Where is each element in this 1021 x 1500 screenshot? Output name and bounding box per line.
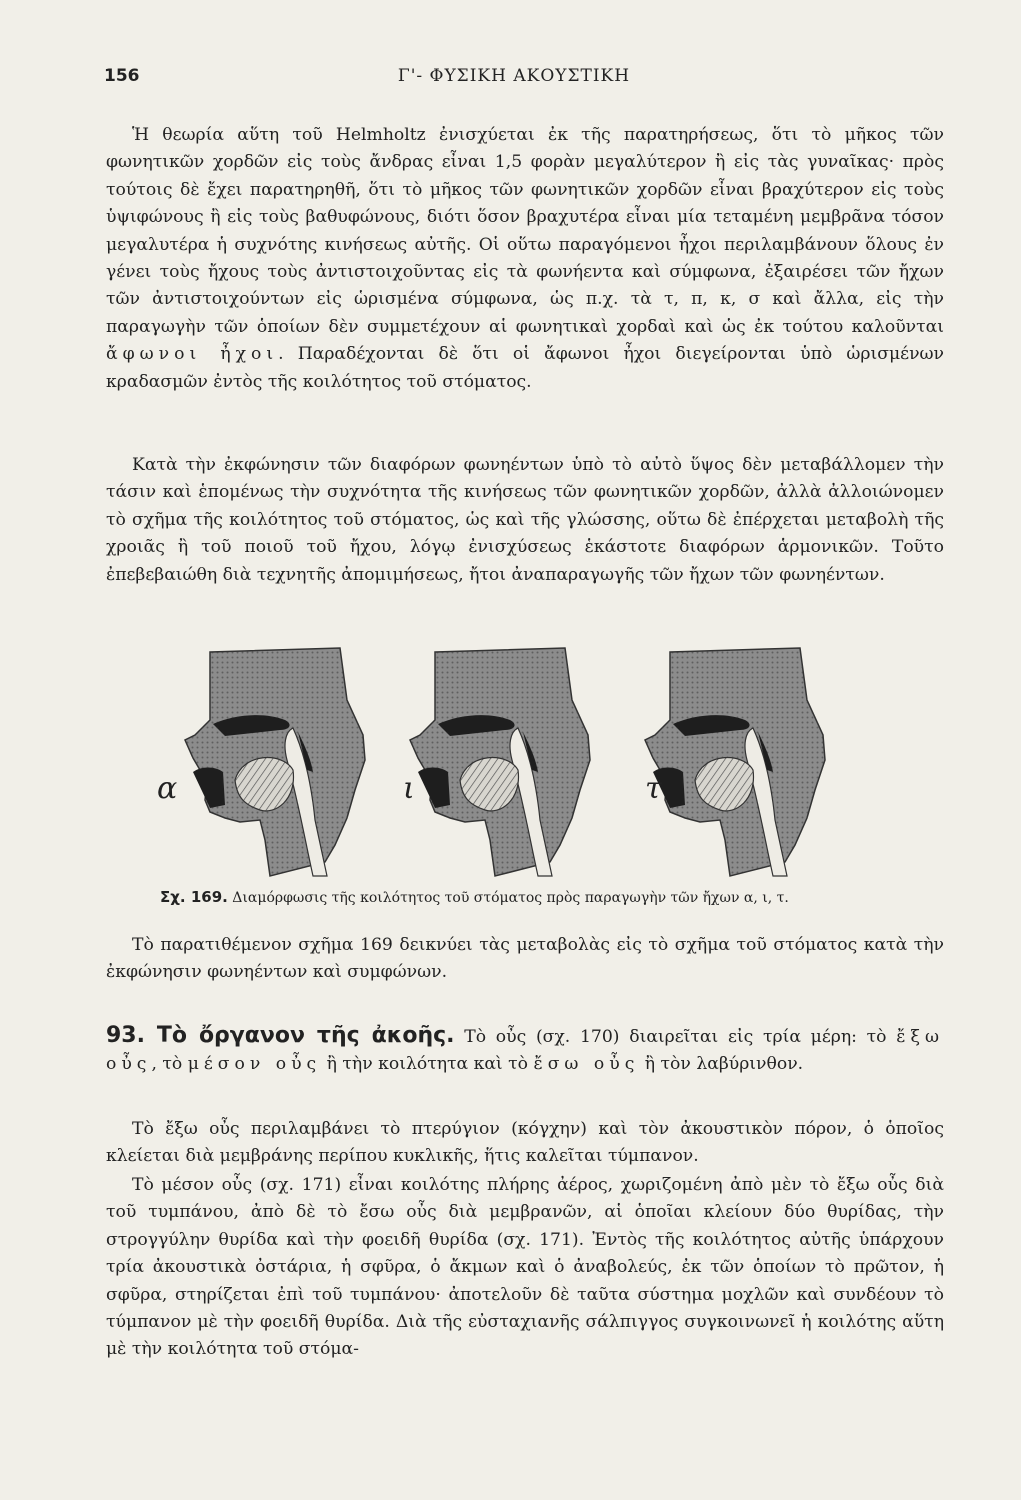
paragraph-text: Ἡ θεωρία αὕτη τοῦ Helmholtz ἐνισχύεται ἐκ τῆς παρατηρήσεως, ὅτι τὸ μῆκος τῶν φωνητικῶν χορδῶν εἰς τοὺς ἄνδρας εἶναι 1,5 φορὰν μεγαλύτερον ἢ εἰς τὰς γυναῖκας· πρὸς τούτοις δὲ ἔχει παρατηρηθῆ, ὅτι τὸ μῆκος τῶν φωνητικῶν χορδῶν εἶναι βραχύτερον εἰς τοὺς ὑψιφώνους ἢ εἰς τοὺς βαθυφώνους, διότι ὅσον βραχυτέρα εἶναι μία τεταμένη μεμβρᾶνα τόσον μεγαλυτέρα ἡ συχνότης κινήσεως αὐτῆς. Οἱ οὕτω παραγόμενοι ἦχοι περιλαμβάνουν ὅλους ἐν γένει τοὺς ἤχους τοὺς ἀντιστοιχοῦντας εἰς τὰ φωνήεντα καὶ σύμφωνα, ἐξαιρέσει τῶν ἤχων τῶν ἀντιστοιχούντων εἰς ὡρισμένα σύμφωνα, ὡς π.χ. τὰ τ, π, κ, σ καὶ ἄλλα, εἰς τὴν παραγωγὴν τῶν ὁποίων δὲν συμμετέχουν αἱ φωνητικαὶ χορδαὶ καὶ ὡς ἐκ τούτου καλοῦνται [106, 125, 944, 337]
section-heading: 93. Τὸ ὄργανον τῆς ἀκοῆς. [106, 1023, 455, 1048]
paragraph-outer-ear: Τὸ ἔξω οὖς περιλαμβάνει τὸ πτερύγιον (κόγχην) καὶ τὸν ἀκουστικὸν πόρον, ὁ ὁποῖος κλείεται διὰ μεμβράνης περίπου κυκλικῆς, ἥτις καλεῖται τύμπανον. [106, 1119, 944, 1167]
paragraph-text: ἢ τὴν κοιλότητα καὶ τὸ [321, 1054, 534, 1075]
emphasis-text: ἄφωνοι ἦχοι [106, 344, 279, 365]
running-title: Γ'- ΦΥΣΙΚΗ ΑΚΟΥΣΤΙΚΗ [397, 66, 631, 86]
paragraph-middle-ear: Τὸ μέσον οὖς (σχ. 171) εἶναι κοιλότης πλήρης ἀέρος, χωριζομένη ἀπὸ μὲν τὸ ἔξω οὖς διὰ τοῦ τυμπάνου, ἀπὸ δὲ τὸ ἔσω οὖς διὰ μεμβρανῶν, αἱ ὁποῖαι κλείουν δύο θυρίδας, τὴν στρογγύλην θυρίδα καὶ τὴν φοειδῆ θυρίδα (σχ. 171). Ἐντὸς τῆς κοιλότητος αὐτῆς ὑπάρχουν τρία ἀκουστικὰ ὀστάρια, ἡ σφῦρα, ὁ ἄκμων καὶ ὁ ἀναβολεύς, ἐκ τῶν ὁποίων τὸ πρῶτον, ἡ σφῦρα, στηρίζεται ἐπὶ τοῦ τυμπάνου· ἀποτελοῦν δὲ ταῦτα σύστημα μοχλῶν καὶ συνδέουν τὸ τύμπανον μὲ τὴν φοειδῆ θυρίδα. Διὰ τῆς εὐσταχιανῆς σάλπιγγος συγκοινωνεῖ ἡ κοιλότης αὕτη μὲ τὴν κοιλότητα τοῦ στόμα- [106, 1175, 944, 1360]
figure-label-a: α [157, 771, 178, 806]
emphasis-text: μέσον οὖς [187, 1054, 322, 1075]
paragraph-text: . Παραδέχονται δὲ ὅτι οἱ ἄφωνοι ἦχοι διεγείρονται ὑπὸ ὡρισμένων κραδασμῶν ἐντὸς τῆς κοιλότητος τοῦ στόματος. [106, 344, 944, 392]
paragraph-vowels: Κατὰ τὴν ἐκφώνησιν τῶν διαφόρων φωνηέντων ὑπὸ τὸ αὐτὸ ὕψος δὲν μεταβάλλομεν τὴν τάσιν καὶ ἑπομένως τὴν συχνότητα τῆς κινήσεως τῶν φωνητικῶν χορδῶν, ἀλλὰ ἀλλοιώνομεν τὸ σχῆμα τῆς κοιλότητος τοῦ στόματος, ὡς καὶ τῆς γλώσσης, οὕτω δὲ ἐπέρχεται μεταβολὴ τῆς χροιᾶς ἢ τοῦ ποιοῦ τοῦ ἤχου, λόγῳ ἐνισχύσεως ἑκάστοτε διαφόρων ἁρμονικῶν. Τοῦτο ἐπεβεβαιώθη διὰ τεχνητῆς ἀπομιμήσεως, ἤτοι ἀναπαραγωγῆς τῶν ἤχων τῶν φωνηέντων. [106, 455, 944, 585]
mouth-diagram-t [645, 648, 825, 876]
mouth-diagram-a [185, 648, 365, 876]
figure-caption [160, 888, 940, 906]
paragraph-helmholtz [106, 122, 944, 396]
paragraph-figure-ref: Τὸ παρατιθέμενον σχῆμα 169 δεικνύει τὰς μεταβολὰς εἰς τὸ σχῆμα τοῦ στόματος κατὰ τὴν ἐκφώνησιν φωνηέντων καὶ συμφώνων. [106, 935, 944, 983]
caption-text: Διαμόρφωσις τῆς κοιλότητος τοῦ στόματος πρὸς παραγωγὴν τῶν ἤχων α, ι, τ. [227, 890, 789, 906]
paragraph-text: Τὸ οὖς (σχ. 170) διαιρεῖται εἰς τρία μέρη: τὸ [454, 1027, 897, 1047]
mouth-diagram-i [410, 648, 590, 876]
mouth-cavity-figure [157, 640, 825, 880]
figure-label-i: ι [403, 771, 415, 806]
paragraph-text: ἢ τὸν λαβύρινθον. [639, 1054, 804, 1075]
page-header [104, 66, 924, 90]
emphasis-text: ἔξω οὖς [106, 1027, 944, 1075]
emphasis-text: ἔσω οὖς [533, 1054, 640, 1075]
paragraph-organ-of-hearing [106, 1022, 944, 1079]
paragraph-text: , τὸ [151, 1054, 188, 1075]
page-number: 156 [104, 66, 140, 86]
caption-label: Σχ. 169. [160, 888, 228, 906]
figure-label-t: τ [645, 771, 662, 806]
